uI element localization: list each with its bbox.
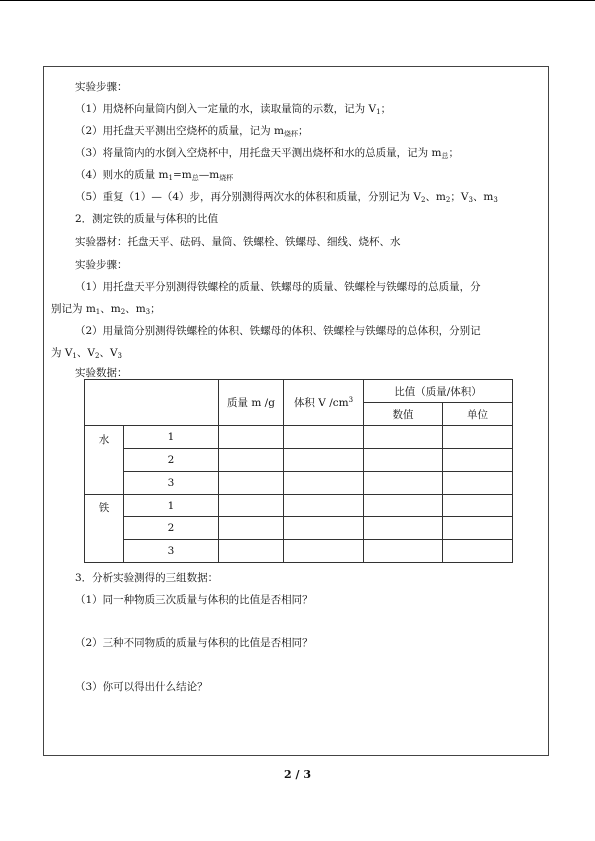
- iron-step-1-line-2: 别记为 $m_1$、$m_2$、$m_3$；: [51, 303, 161, 316]
- table-cell: [219, 495, 284, 517]
- water-step-5: （5）重复（1）—（4）步，再分别测得两次水的体积和质量，分别记为 $V_2$、$m_2$；$V_3$、$m_3$: [75, 191, 498, 204]
- table-cell: [443, 472, 513, 495]
- table-cell: [364, 495, 443, 517]
- data-table: [84, 379, 513, 563]
- mass-header: 质量 m /g: [219, 380, 284, 426]
- steps-heading: 实验步骤：: [75, 81, 128, 93]
- table-cell: [364, 426, 443, 449]
- table-cell: [219, 517, 284, 540]
- table-cell: [443, 495, 513, 517]
- water-step-3: （3）将量筒内的水倒入空烧杯中，用托盘天平测出烧杯和水的总质量，记为 $m_总$；: [75, 147, 459, 160]
- water-step-1: （1）用烧杯向量筒内倒入一定量的水，读取量筒的示数，记为 $V_1$；: [75, 103, 392, 116]
- trial-number: 3: [124, 540, 219, 563]
- table-cell: [219, 426, 284, 449]
- table-cell: [443, 540, 513, 563]
- table-cell: [364, 517, 443, 540]
- ratio-header: 比值（质量/体积）: [364, 380, 513, 403]
- trial-number: 2: [124, 449, 219, 472]
- trial-number: 1: [124, 495, 219, 517]
- top-rule: [0, 0, 595, 1]
- table-cell: [219, 540, 284, 563]
- iron-step-1-line-1: （1）用托盘天平分别测得铁螺栓的质量、铁螺母的质量、铁螺栓与铁螺母的总质量，分: [75, 281, 481, 293]
- table-cell: [443, 517, 513, 540]
- iron-step-2-line-2: 为 $V_1$、$V_2$、$V_3$: [51, 347, 123, 360]
- iron-step-2-line-1: （2）用量筒分别测得铁螺栓的体积、铁螺母的体积、铁螺栓与铁螺母的总体积，分别记: [75, 325, 481, 337]
- page-number: 2 / 3: [284, 768, 311, 781]
- table-cell: [284, 426, 364, 449]
- iron-label: 铁: [85, 495, 124, 563]
- corner-cell: [85, 380, 219, 426]
- water-step-4: （4）则水的质量 $m_1=m_总—m_{烧杯}$: [75, 169, 234, 182]
- question-3: （3）你可以得出什么结论？: [75, 681, 208, 693]
- trial-number: 3: [124, 472, 219, 495]
- trial-number: 2: [124, 517, 219, 540]
- table-cell: [219, 472, 284, 495]
- steps-heading-iron: 实验步骤：: [75, 259, 128, 271]
- water-label: 水: [85, 426, 124, 495]
- table-cell: [219, 449, 284, 472]
- table-cell: [443, 449, 513, 472]
- unit-header: 单位: [443, 403, 513, 426]
- question-1: （1）同一种物质三次质量与体积的比值是否相同？: [75, 594, 313, 606]
- table-cell: [443, 426, 513, 449]
- trial-number: 1: [124, 426, 219, 449]
- table-cell: [364, 540, 443, 563]
- volume-header: 体积 V $/cm^3$: [284, 380, 364, 426]
- table-cell: [284, 495, 364, 517]
- section-3-title: 3．分析实验测得的三组数据：: [75, 572, 219, 584]
- table-cell: [364, 449, 443, 472]
- water-step-2: （2）用托盘天平测出空烧杯的质量，记为 $m_{烧杯}$；: [75, 125, 309, 138]
- equipment-list: 实验器材：托盘天平、砝码、量筒、铁螺栓、铁螺母、细线、烧杯、水: [75, 236, 401, 248]
- question-2: （2）三种不同物质的质量与体积的比值是否相同？: [75, 637, 313, 649]
- data-heading: 实验数据：: [75, 367, 128, 379]
- table-cell: [284, 540, 364, 563]
- section-2-title: 2．测定铁的质量与体积的比值: [75, 213, 219, 225]
- table-cell: [284, 472, 364, 495]
- table-cell: [284, 517, 364, 540]
- value-header: 数值: [364, 403, 443, 426]
- table-cell: [284, 449, 364, 472]
- table-cell: [364, 472, 443, 495]
